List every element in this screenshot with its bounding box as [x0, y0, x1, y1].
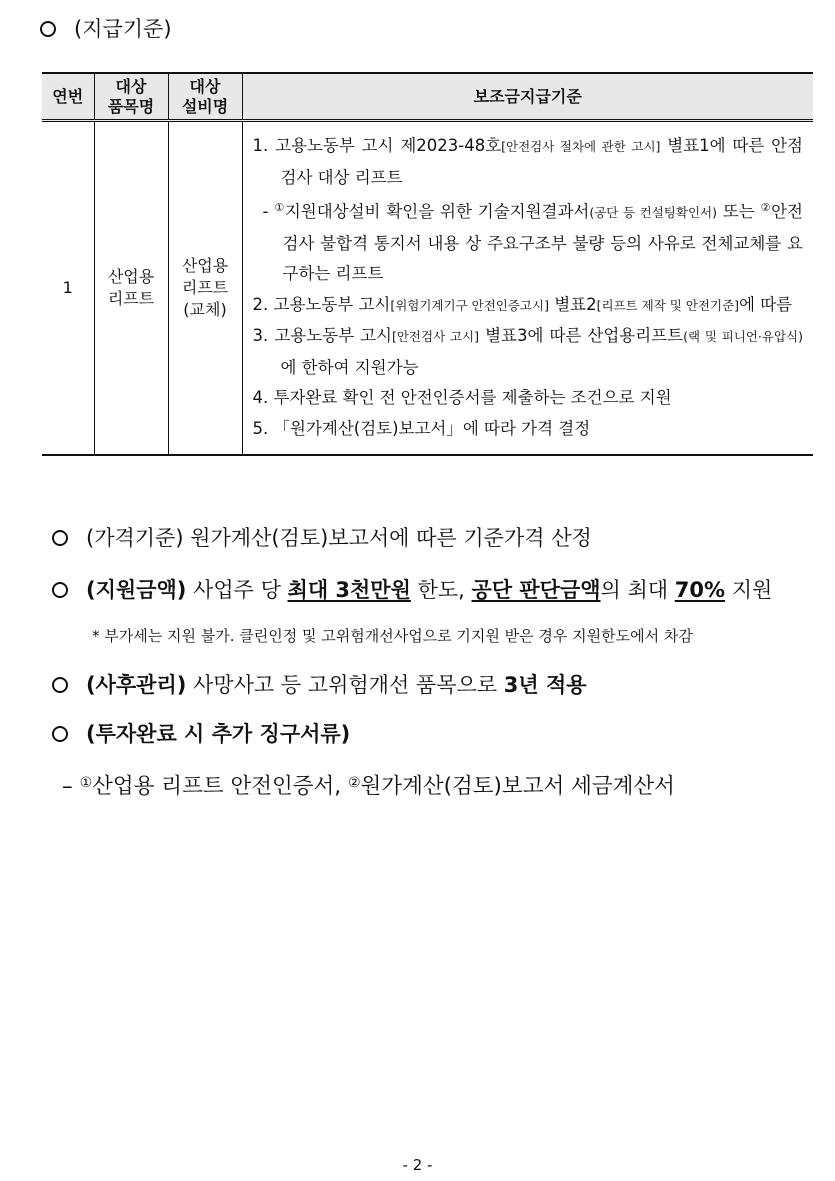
section-title: (지급기준)	[74, 17, 172, 41]
support-percent: 70%	[674, 578, 726, 602]
criteria-item-5: 5. 「원가계산(검토)보고서」에 따라 가격 결정	[252, 418, 591, 438]
price-criteria-line	[52, 524, 592, 552]
circle-bullet-icon	[52, 530, 68, 546]
table-header-row	[42, 73, 813, 121]
circle-bullet-icon	[52, 582, 68, 598]
vat-note: * 부가세는 지원 불가. 클린인정 및 고위험개선사업으로 기지원 받은 경우 지원한도에서 차감	[92, 627, 693, 645]
additional-docs-list: – ①산업용 리프트 안전인증서, ②원가계산(검토)보고서 세금계산서	[62, 774, 675, 799]
row-no: 1	[42, 121, 94, 456]
header-no: 연번	[42, 73, 94, 121]
criteria-item-1: 1. 고용노동부 고시 제2023-48호[안전검사 절차에 관한 고시] 별표1에 따른 안점검사 대상 리프트	[252, 136, 803, 187]
aftercare-years: 3년 적용	[503, 673, 587, 697]
price-label: (가격기준)	[86, 526, 184, 550]
criteria-item-3: 3. 고용노동부 고시[안전검사 고시] 별표3에 따른 산업용리프트(랙 및 피니언·유압식)에 한하여 지원가능	[252, 326, 803, 377]
section-title-heading	[40, 15, 172, 43]
row-equipment: 산업용 리프트 (교체)	[168, 121, 242, 456]
support-label: (지원금액)	[86, 578, 187, 602]
header-equipment-name: 대상 설비명	[168, 73, 242, 121]
support-amount-line: (지원금액) 사업주 당 최대 3천만원 한도, 공단 판단금액의 최대 70% 지원	[52, 576, 772, 604]
criteria-item-4: 4. 투자완료 확인 전 안전인증서를 제출하는 조건으로 지원	[252, 388, 672, 407]
header-item-name: 대상 품목명	[94, 73, 168, 121]
aftercare-line: (사후관리) 사망사고 등 고위험개선 품목으로 3년 적용	[52, 671, 587, 699]
circle-bullet-icon	[40, 21, 56, 37]
aftercare-label: (사후관리)	[86, 673, 187, 697]
additional-docs-heading: (투자완료 시 추가 징구서류)	[52, 720, 350, 748]
circle-bullet-icon	[52, 726, 68, 742]
support-judged-amount: 공단 판단금액	[471, 578, 601, 602]
circle-bullet-icon	[52, 677, 68, 693]
row-item: 산업용 리프트	[94, 121, 168, 456]
price-text: 원가계산(검토)보고서에 따른 기준가격 산정	[190, 526, 592, 550]
criteria-table	[42, 72, 813, 456]
criteria-list	[242, 121, 813, 456]
page-number: - 2 -	[402, 1156, 433, 1174]
header-criteria: 보조금지급기준	[242, 73, 813, 121]
support-max-amount: 최대 3천만원	[287, 578, 411, 602]
criteria-item-2: 2. 고용노동부 고시[위험기계기구 안전인증고시] 별표2[리프트 제작 및 안전기준]에 따름	[252, 294, 793, 314]
table-row	[42, 121, 813, 456]
criteria-item-1-sub: - ①지원대상설비 확인을 위한 기술지원결과서(공단 등 컨설팅확인서) 또는 ②안전검사 불합격 통지서 내용 상 주요구조부 불량 등의 사유로 전체교체를 요구하는 리프트	[262, 201, 803, 283]
